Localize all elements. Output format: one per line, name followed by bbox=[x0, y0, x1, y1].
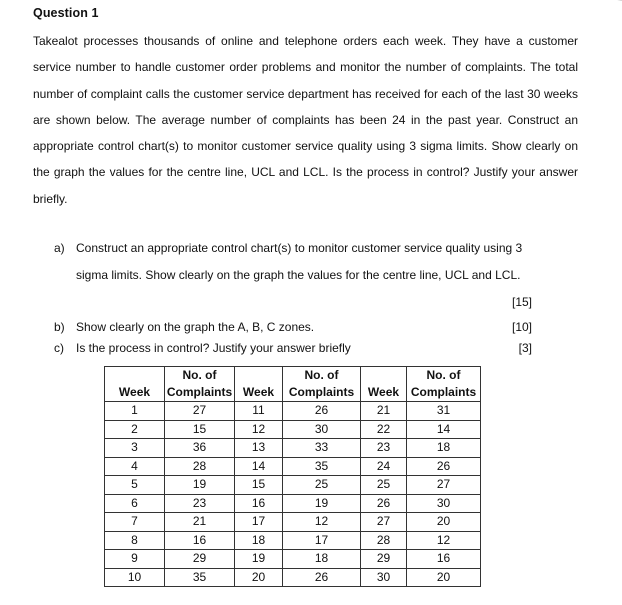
week-cell: 21 bbox=[361, 402, 407, 421]
week-cell: 13 bbox=[235, 439, 283, 458]
week-cell: 15 bbox=[235, 476, 283, 495]
complaints-cell: 29 bbox=[165, 550, 235, 569]
part-b-text: Show clearly on the graph the A, B, C zones. bbox=[76, 320, 315, 334]
table-row bbox=[105, 457, 481, 476]
week-cell: 14 bbox=[235, 457, 283, 476]
complaints-cell: 30 bbox=[283, 420, 361, 439]
complaints-cell: 15 bbox=[165, 420, 235, 439]
table-header-row-1 bbox=[105, 367, 481, 385]
table-row bbox=[105, 550, 481, 569]
week-cell: 8 bbox=[105, 531, 165, 550]
complaints-cell: 30 bbox=[407, 494, 481, 513]
complaints-cell: 33 bbox=[283, 439, 361, 458]
complaints-cell: 20 bbox=[407, 513, 481, 532]
week-cell: 27 bbox=[361, 513, 407, 532]
week-cell: 25 bbox=[361, 476, 407, 495]
part-a-marks: [15] bbox=[511, 295, 532, 309]
header-complaints-1: Complaints bbox=[165, 384, 235, 402]
table-row bbox=[105, 568, 481, 587]
header-complaints-1-top: No. of bbox=[165, 367, 235, 385]
header-week-2-top bbox=[235, 367, 283, 385]
week-cell: 7 bbox=[105, 513, 165, 532]
table-row bbox=[105, 439, 481, 458]
week-cell: 1 bbox=[105, 402, 165, 421]
part-a bbox=[54, 241, 574, 301]
complaints-cell: 18 bbox=[407, 439, 481, 458]
complaints-cell: 19 bbox=[165, 476, 235, 495]
week-cell: 10 bbox=[105, 568, 165, 587]
part-c-marks: [3] bbox=[518, 341, 532, 355]
week-cell: 16 bbox=[235, 494, 283, 513]
part-b bbox=[54, 320, 534, 336]
week-cell: 20 bbox=[235, 568, 283, 587]
complaints-cell: 35 bbox=[165, 568, 235, 587]
complaints-cell: 26 bbox=[283, 568, 361, 587]
complaints-cell: 35 bbox=[283, 457, 361, 476]
table-row bbox=[105, 476, 481, 495]
complaints-cell: 17 bbox=[283, 531, 361, 550]
week-cell: 2 bbox=[105, 420, 165, 439]
intro-paragraph: Takealot processes thousands of online and telephone orders each week. They have a customer service number to handle customer order problems and monitor the number of complaints. The total number of complaint calls the customer service department has received for each of the last 30 weeks are shown below. The average number of complaints has been 24 in the past year. Construct an appropriate control chart(s) to monitor customer service quality using 3 sigma limits. Show clearly on the graph the values for the centre line, UCL and LCL. Is the process in control? Justify your answer briefly. bbox=[33, 34, 578, 206]
question-intro bbox=[33, 28, 578, 212]
header-week-1: Week bbox=[105, 384, 165, 402]
week-cell: 30 bbox=[361, 568, 407, 587]
complaints-cell: 36 bbox=[165, 439, 235, 458]
week-cell: 11 bbox=[235, 402, 283, 421]
complaints-cell: 16 bbox=[407, 550, 481, 569]
complaints-cell: 28 bbox=[165, 457, 235, 476]
header-week-3: Week bbox=[361, 384, 407, 402]
header-complaints-3: Complaints bbox=[407, 384, 481, 402]
week-cell: 29 bbox=[361, 550, 407, 569]
complaints-cell: 27 bbox=[407, 476, 481, 495]
week-cell: 23 bbox=[361, 439, 407, 458]
part-a-text-line2: sigma limits. Show clearly on the graph the values for the centre line, UCL and LCL. bbox=[76, 268, 521, 282]
complaints-cell: 21 bbox=[165, 513, 235, 532]
header-week-2: Week bbox=[235, 384, 283, 402]
table-row bbox=[105, 402, 481, 421]
week-cell: 18 bbox=[235, 531, 283, 550]
complaints-cell: 26 bbox=[283, 402, 361, 421]
complaints-cell: 23 bbox=[165, 494, 235, 513]
complaints-cell: 18 bbox=[283, 550, 361, 569]
table-row bbox=[105, 513, 481, 532]
week-cell: 4 bbox=[105, 457, 165, 476]
header-week-1-top bbox=[105, 367, 165, 385]
part-b-marks: [10] bbox=[511, 320, 532, 334]
part-c bbox=[54, 341, 534, 357]
complaints-cell: 14 bbox=[407, 420, 481, 439]
complaints-cell: 20 bbox=[407, 568, 481, 587]
week-cell: 12 bbox=[235, 420, 283, 439]
table-row bbox=[105, 420, 481, 439]
complaints-cell: 12 bbox=[407, 531, 481, 550]
table-row bbox=[105, 531, 481, 550]
table-row bbox=[105, 494, 481, 513]
complaints-cell: 25 bbox=[283, 476, 361, 495]
part-c-text: Is the process in control? Justify your answer briefly bbox=[76, 341, 351, 355]
table-header-row-2 bbox=[105, 384, 481, 402]
week-cell: 9 bbox=[105, 550, 165, 569]
week-cell: 3 bbox=[105, 439, 165, 458]
header-complaints-3-top: No. of bbox=[407, 367, 481, 385]
part-a-label: a) bbox=[54, 241, 65, 255]
part-b-label: b) bbox=[54, 320, 65, 334]
week-cell: 17 bbox=[235, 513, 283, 532]
question-heading: Question 1 bbox=[33, 6, 99, 20]
complaints-cell: 12 bbox=[283, 513, 361, 532]
complaints-cell: 31 bbox=[407, 402, 481, 421]
complaints-cell: 19 bbox=[283, 494, 361, 513]
table-body bbox=[105, 402, 481, 587]
week-cell: 19 bbox=[235, 550, 283, 569]
week-cell: 28 bbox=[361, 531, 407, 550]
complaints-cell: 26 bbox=[407, 457, 481, 476]
week-cell: 6 bbox=[105, 494, 165, 513]
complaints-table bbox=[104, 366, 481, 587]
week-cell: 24 bbox=[361, 457, 407, 476]
week-cell: 22 bbox=[361, 420, 407, 439]
week-cell: 26 bbox=[361, 494, 407, 513]
page-corner-mark bbox=[607, 0, 622, 5]
complaints-cell: 27 bbox=[165, 402, 235, 421]
week-cell: 5 bbox=[105, 476, 165, 495]
part-a-text-line1: Construct an appropriate control chart(s) to monitor customer service quality using 3 bbox=[76, 241, 523, 255]
header-complaints-2-top: No. of bbox=[283, 367, 361, 385]
part-c-label: c) bbox=[54, 341, 64, 355]
complaints-cell: 16 bbox=[165, 531, 235, 550]
header-week-3-top bbox=[361, 367, 407, 385]
header-complaints-2: Complaints bbox=[283, 384, 361, 402]
